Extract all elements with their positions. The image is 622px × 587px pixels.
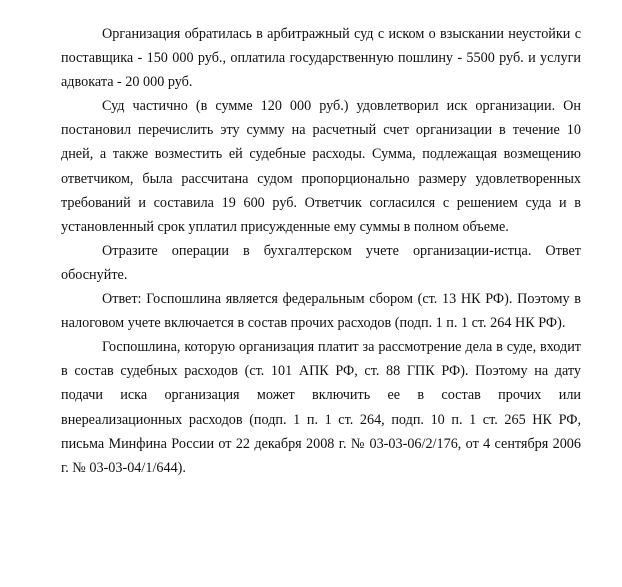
paragraph-answer: Ответ: Госпошлина является федеральным сбором (ст. 13 НК РФ). Поэтому в налоговом учете включается в состав прочих расходов (подп. 1 п. 1 ст. 264 НК РФ). <box>61 291 581 332</box>
paragraph-task: Отразите операции в бухгалтерском учете организации-истца. Ответ обоснуйте. <box>61 242 581 283</box>
paragraph-court-expenses: Госпошлина, которую организация платит за рассмотрение дела в суде, входит в состав судебных расходов (ст. 101 АПК РФ, ст. 88 ГПК РФ). Поэтому на дату подачи иска организация может включить ее в состав прочих или внереализационных расходов (подп. 1 п. 1 ст. 264, подп. 10 п. 1 ст. 265 НК РФ, письма Минфина России от 22 декабря 2008 г. № 03-03-06/2/176, от 4 сентября 2006 г. № 03-03-04/1/644). <box>61 339 581 476</box>
document-page <box>61 22 581 480</box>
paragraph-court-decision: Суд частично (в сумме 120 000 руб.) удовлетворил иск организации. Он постановил перечислить эту сумму на расчетный счет организации в течение 10 дней, а также возместить ей судебные расходы. Сумма, подлежащая возмещению ответчиком, была рассчитана судом пропорционально размеру удовлетворенных требований и составила 19 600 руб. Ответчик согласился с решением суда и в установленный срок уплатил присужденные ему суммы в полном объеме. <box>61 98 581 235</box>
paragraph-lawsuit: Организация обратилась в арбитражный суд с иском о взыскании неустойки с поставщика - 150 000 руб., оплатила государственную пошлину - 5500 руб. и услуги адвоката - 20 000 руб. <box>61 26 581 91</box>
